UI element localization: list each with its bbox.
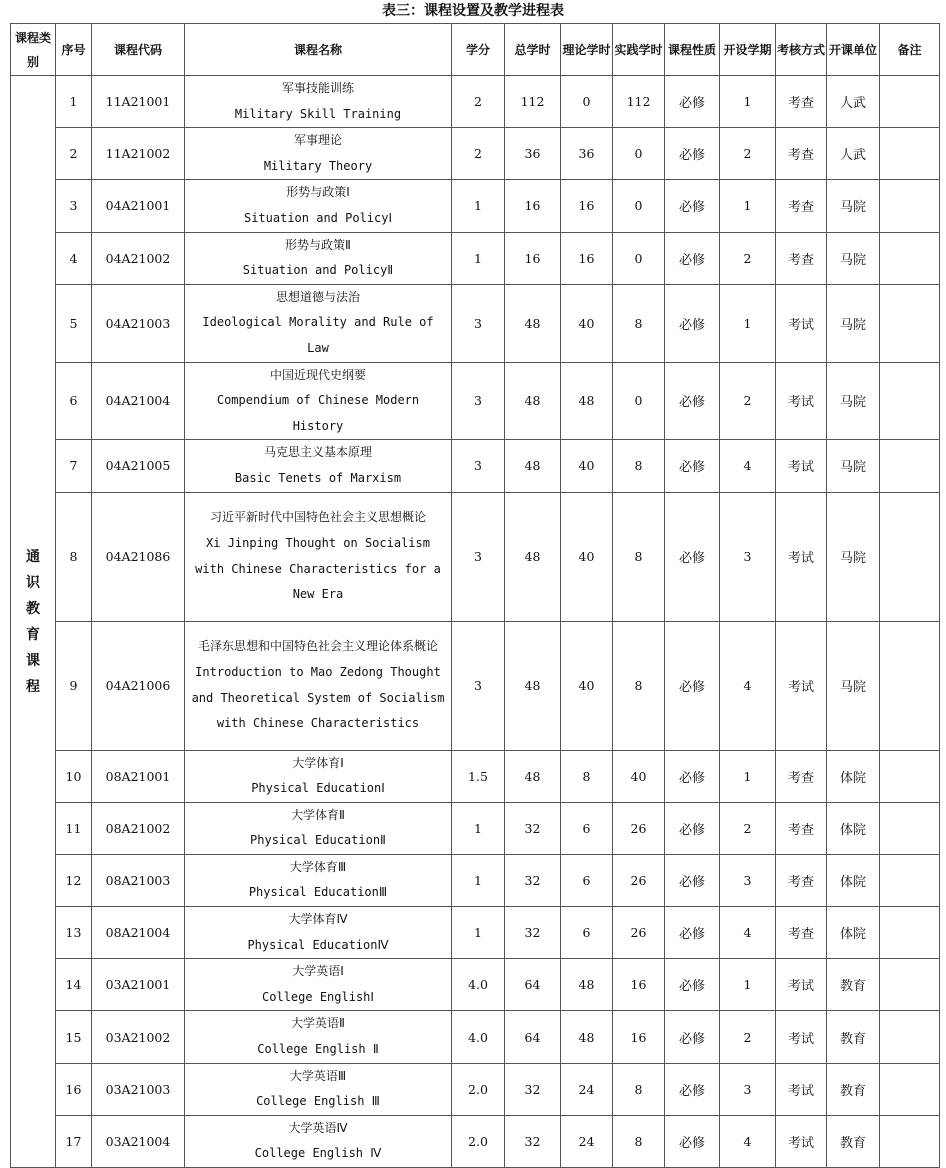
remarks-cell	[880, 854, 940, 906]
course-name-cn: 大学体育Ⅰ	[292, 755, 344, 770]
remarks-cell	[880, 1063, 940, 1115]
semester-cell: 4	[720, 907, 776, 959]
course-name-cell	[185, 1011, 452, 1063]
seq-cell: 14	[56, 959, 92, 1011]
credit-cell: 3	[452, 492, 505, 621]
total-hours-cell: 32	[505, 854, 561, 906]
seq-cell: 13	[56, 907, 92, 959]
assessment-cell: 考试	[776, 1063, 827, 1115]
seq-cell: 7	[56, 440, 92, 492]
theory-hours-cell: 36	[561, 128, 613, 180]
seq-cell: 12	[56, 854, 92, 906]
theory-hours-cell: 48	[561, 362, 613, 440]
assessment-cell: 考查	[776, 907, 827, 959]
remarks-cell	[880, 1011, 940, 1063]
seq-cell: 4	[56, 232, 92, 284]
course-name-en: Military Theory	[263, 158, 373, 173]
credit-cell: 1	[452, 802, 505, 854]
unit-cell: 教育	[827, 959, 880, 1011]
course-name-cn: 军事理论	[293, 133, 342, 148]
total-hours-cell: 32	[505, 1115, 561, 1167]
semester-cell: 1	[720, 959, 776, 1011]
category-label: 通识教育课程	[26, 548, 40, 695]
course-name-en: Compendium of Chinese Modern History	[216, 393, 420, 433]
course-name-cell	[185, 750, 452, 802]
semester-cell: 2	[720, 802, 776, 854]
semester-cell: 1	[720, 750, 776, 802]
seq-cell: 8	[56, 492, 92, 621]
course-name-cell	[185, 1115, 452, 1167]
header-remarks: 备注	[880, 24, 940, 76]
theory-hours-cell: 48	[561, 959, 613, 1011]
semester-cell: 2	[720, 232, 776, 284]
table-row	[11, 1115, 940, 1167]
page-title: 表三：课程设置及教学进程表	[382, 3, 564, 19]
total-hours-cell: 32	[505, 907, 561, 959]
practice-hours-cell: 26	[613, 907, 665, 959]
practice-hours-cell: 26	[613, 854, 665, 906]
header-unit: 开课单位	[827, 24, 880, 76]
nature-cell: 必修	[665, 362, 720, 440]
unit-cell: 马院	[827, 180, 880, 232]
semester-cell: 3	[720, 854, 776, 906]
theory-hours-cell: 24	[561, 1063, 613, 1115]
table-row	[11, 621, 940, 750]
total-hours-cell: 48	[505, 492, 561, 621]
course-name-cell	[185, 180, 452, 232]
assessment-cell: 考查	[776, 232, 827, 284]
theory-hours-cell: 8	[561, 750, 613, 802]
course-name-cell	[185, 1063, 452, 1115]
code-cell: 04A21002	[92, 232, 185, 284]
nature-cell: 必修	[665, 854, 720, 906]
remarks-cell	[880, 180, 940, 232]
total-hours-cell: 32	[505, 1063, 561, 1115]
practice-hours-cell: 16	[613, 1011, 665, 1063]
assessment-cell: 考试	[776, 621, 827, 750]
code-cell: 04A21086	[92, 492, 185, 621]
nature-cell: 必修	[665, 750, 720, 802]
code-cell: 11A21001	[92, 76, 185, 128]
course-name-cell	[185, 802, 452, 854]
assessment-cell: 考试	[776, 284, 827, 362]
course-name-cell	[185, 440, 452, 492]
seq-cell: 1	[56, 76, 92, 128]
table-row	[11, 1063, 940, 1115]
credit-cell: 3	[452, 621, 505, 750]
nature-cell: 必修	[665, 1115, 720, 1167]
theory-hours-cell: 6	[561, 802, 613, 854]
table-row	[11, 284, 940, 362]
course-name-cn: 形势与政策Ⅰ	[286, 185, 350, 200]
credit-cell: 2	[452, 128, 505, 180]
code-cell: 04A21004	[92, 362, 185, 440]
course-name-cn: 大学英语Ⅱ	[291, 1016, 345, 1031]
code-cell: 08A21002	[92, 802, 185, 854]
table-row	[11, 440, 940, 492]
nature-cell: 必修	[665, 1063, 720, 1115]
table-row	[11, 802, 940, 854]
nature-cell: 必修	[665, 492, 720, 621]
seq-cell: 2	[56, 128, 92, 180]
assessment-cell: 考试	[776, 959, 827, 1011]
course-name-en: College English Ⅱ	[257, 1042, 379, 1057]
remarks-cell	[880, 76, 940, 128]
total-hours-cell: 48	[505, 440, 561, 492]
course-name-en: Physical EducationⅡ	[250, 833, 386, 848]
credit-cell: 2.0	[452, 1063, 505, 1115]
nature-cell: 必修	[665, 907, 720, 959]
header-code: 课程代码	[92, 24, 185, 76]
credit-cell: 1	[452, 232, 505, 284]
nature-cell: 必修	[665, 621, 720, 750]
remarks-cell	[880, 959, 940, 1011]
assessment-cell: 考试	[776, 492, 827, 621]
assessment-cell: 考查	[776, 854, 827, 906]
remarks-cell	[880, 1115, 940, 1167]
nature-cell: 必修	[665, 959, 720, 1011]
code-cell: 04A21006	[92, 621, 185, 750]
table-row	[11, 854, 940, 906]
unit-cell: 马院	[827, 492, 880, 621]
header-credit: 学分	[452, 24, 505, 76]
practice-hours-cell: 8	[613, 621, 665, 750]
practice-hours-cell: 8	[613, 1115, 665, 1167]
course-name-en: Ideological Morality and Rule of Law	[202, 315, 434, 355]
table-row	[11, 1011, 940, 1063]
credit-cell: 3	[452, 284, 505, 362]
theory-hours-cell: 16	[561, 232, 613, 284]
code-cell: 03A21001	[92, 959, 185, 1011]
total-hours-cell: 16	[505, 232, 561, 284]
header-theory-hours: 理论学时	[561, 24, 613, 76]
unit-cell: 马院	[827, 232, 880, 284]
remarks-cell	[880, 128, 940, 180]
course-name-cell	[185, 232, 452, 284]
practice-hours-cell: 0	[613, 180, 665, 232]
total-hours-cell: 48	[505, 621, 561, 750]
unit-cell: 体院	[827, 750, 880, 802]
seq-cell: 9	[56, 621, 92, 750]
practice-hours-cell: 0	[613, 232, 665, 284]
unit-cell: 教育	[827, 1115, 880, 1167]
total-hours-cell: 16	[505, 180, 561, 232]
credit-cell: 2	[452, 76, 505, 128]
course-name-en: Xi Jinping Thought on Socialism with Chinese Characteristics for a New Era	[195, 535, 441, 602]
total-hours-cell: 32	[505, 802, 561, 854]
remarks-cell	[880, 492, 940, 621]
credit-cell: 1	[452, 854, 505, 906]
total-hours-cell: 112	[505, 76, 561, 128]
semester-cell: 3	[720, 1063, 776, 1115]
seq-cell: 11	[56, 802, 92, 854]
semester-cell: 4	[720, 621, 776, 750]
seq-cell: 3	[56, 180, 92, 232]
table-body	[11, 76, 940, 1168]
code-cell: 04A21001	[92, 180, 185, 232]
practice-hours-cell: 8	[613, 284, 665, 362]
unit-cell: 马院	[827, 284, 880, 362]
theory-hours-cell: 40	[561, 440, 613, 492]
practice-hours-cell: 0	[613, 362, 665, 440]
header-total-hours: 总学时	[505, 24, 561, 76]
course-name-cell	[185, 959, 452, 1011]
course-name-en: Physical EducationⅣ	[247, 937, 389, 952]
assessment-cell: 考试	[776, 1011, 827, 1063]
unit-cell: 马院	[827, 362, 880, 440]
table-row	[11, 362, 940, 440]
theory-hours-cell: 40	[561, 284, 613, 362]
practice-hours-cell: 8	[613, 1063, 665, 1115]
nature-cell: 必修	[665, 128, 720, 180]
nature-cell: 必修	[665, 76, 720, 128]
remarks-cell	[880, 440, 940, 492]
credit-cell: 3	[452, 362, 505, 440]
header-practice-hours: 实践学时	[613, 24, 665, 76]
course-name-cn: 大学英语Ⅲ	[289, 1068, 347, 1083]
credit-cell: 1.5	[452, 750, 505, 802]
unit-cell: 马院	[827, 440, 880, 492]
table-row	[11, 750, 940, 802]
assessment-cell: 考查	[776, 128, 827, 180]
remarks-cell	[880, 750, 940, 802]
theory-hours-cell: 6	[561, 854, 613, 906]
credit-cell: 4.0	[452, 1011, 505, 1063]
theory-hours-cell: 24	[561, 1115, 613, 1167]
table-row	[11, 76, 940, 128]
unit-cell: 教育	[827, 1063, 880, 1115]
course-name-cell	[185, 492, 452, 621]
practice-hours-cell: 0	[613, 128, 665, 180]
credit-cell: 2.0	[452, 1115, 505, 1167]
course-name-cn: 毛泽东思想和中国特色社会主义理论体系概论	[197, 639, 438, 654]
course-name-cell	[185, 621, 452, 750]
assessment-cell: 考查	[776, 802, 827, 854]
table-row	[11, 907, 940, 959]
course-name-cn: 大学英语Ⅰ	[292, 964, 344, 979]
semester-cell: 1	[720, 180, 776, 232]
table-row	[11, 232, 940, 284]
table-row	[11, 959, 940, 1011]
total-hours-cell: 36	[505, 128, 561, 180]
remarks-cell	[880, 284, 940, 362]
unit-cell: 体院	[827, 854, 880, 906]
course-name-en: College English Ⅳ	[254, 1146, 382, 1161]
seq-cell: 16	[56, 1063, 92, 1115]
practice-hours-cell: 8	[613, 440, 665, 492]
total-hours-cell: 64	[505, 959, 561, 1011]
seq-cell: 10	[56, 750, 92, 802]
course-name-en: Military Skill Training	[234, 106, 402, 121]
practice-hours-cell: 26	[613, 802, 665, 854]
total-hours-cell: 64	[505, 1011, 561, 1063]
table-row	[11, 492, 940, 621]
theory-hours-cell: 48	[561, 1011, 613, 1063]
course-name-cn: 大学体育Ⅳ	[288, 912, 348, 927]
semester-cell: 1	[720, 76, 776, 128]
category-cell	[11, 76, 56, 1168]
nature-cell: 必修	[665, 440, 720, 492]
nature-cell: 必修	[665, 802, 720, 854]
header-name: 课程名称	[185, 24, 452, 76]
unit-cell: 体院	[827, 802, 880, 854]
code-cell: 03A21004	[92, 1115, 185, 1167]
course-name-cn: 马克思主义基本原理	[263, 445, 372, 460]
semester-cell: 1	[720, 284, 776, 362]
remarks-cell	[880, 802, 940, 854]
course-name-en: Basic Tenets of Marxism	[234, 470, 402, 485]
course-name-en: Situation and PolicyⅠ	[243, 210, 393, 225]
unit-cell: 人武	[827, 76, 880, 128]
header-row	[11, 24, 940, 76]
header-seq: 序号	[56, 24, 92, 76]
nature-cell: 必修	[665, 284, 720, 362]
course-table	[10, 23, 940, 1168]
remarks-cell	[880, 232, 940, 284]
total-hours-cell: 48	[505, 750, 561, 802]
course-name-cell	[185, 362, 452, 440]
header-semester: 开设学期	[720, 24, 776, 76]
credit-cell: 1	[452, 180, 505, 232]
practice-hours-cell: 16	[613, 959, 665, 1011]
course-name-en: Physical EducationⅢ	[248, 885, 388, 900]
assessment-cell: 考查	[776, 76, 827, 128]
course-name-en: Physical EducationⅠ	[251, 781, 385, 796]
practice-hours-cell: 8	[613, 492, 665, 621]
course-name-en: College English Ⅲ	[256, 1094, 380, 1109]
seq-cell: 5	[56, 284, 92, 362]
course-name-cell	[185, 907, 452, 959]
unit-cell: 马院	[827, 621, 880, 750]
theory-hours-cell: 40	[561, 492, 613, 621]
course-name-en: Introduction to Mao Zedong Thought and Theoretical System of Socialism with Chinese Characteristics	[191, 664, 445, 731]
theory-hours-cell: 16	[561, 180, 613, 232]
nature-cell: 必修	[665, 232, 720, 284]
assessment-cell: 考查	[776, 750, 827, 802]
unit-cell: 教育	[827, 1011, 880, 1063]
code-cell: 03A21002	[92, 1011, 185, 1063]
semester-cell: 3	[720, 492, 776, 621]
assessment-cell: 考试	[776, 440, 827, 492]
code-cell: 08A21003	[92, 854, 185, 906]
seq-cell: 6	[56, 362, 92, 440]
unit-cell: 人武	[827, 128, 880, 180]
code-cell: 08A21001	[92, 750, 185, 802]
credit-cell: 3	[452, 440, 505, 492]
semester-cell: 2	[720, 362, 776, 440]
theory-hours-cell: 0	[561, 76, 613, 128]
course-name-en: Situation and PolicyⅡ	[242, 263, 394, 278]
semester-cell: 2	[720, 128, 776, 180]
seq-cell: 15	[56, 1011, 92, 1063]
nature-cell: 必修	[665, 1011, 720, 1063]
code-cell: 04A21005	[92, 440, 185, 492]
code-cell: 03A21003	[92, 1063, 185, 1115]
header-nature: 课程性质	[665, 24, 720, 76]
course-name-en: College EnglishⅠ	[262, 989, 374, 1004]
semester-cell: 4	[720, 440, 776, 492]
theory-hours-cell: 40	[561, 621, 613, 750]
theory-hours-cell: 6	[561, 907, 613, 959]
code-cell: 08A21004	[92, 907, 185, 959]
code-cell: 04A21003	[92, 284, 185, 362]
header-category: 课程类别	[11, 24, 56, 76]
code-cell: 11A21002	[92, 128, 185, 180]
total-hours-cell: 48	[505, 284, 561, 362]
remarks-cell	[880, 621, 940, 750]
header-assessment: 考核方式	[776, 24, 827, 76]
course-name-cn: 大学体育Ⅲ	[289, 859, 347, 874]
course-name-cn: 习近平新时代中国特色社会主义思想概论	[209, 510, 426, 525]
total-hours-cell: 48	[505, 362, 561, 440]
practice-hours-cell: 40	[613, 750, 665, 802]
semester-cell: 4	[720, 1115, 776, 1167]
course-name-cn: 大学英语Ⅳ	[288, 1120, 348, 1135]
course-name-cn: 形势与政策Ⅱ	[285, 237, 351, 252]
course-name-cell	[185, 76, 452, 128]
assessment-cell: 考查	[776, 180, 827, 232]
remarks-cell	[880, 907, 940, 959]
unit-cell: 体院	[827, 907, 880, 959]
course-name-cell	[185, 128, 452, 180]
course-name-cn: 军事技能训练	[281, 81, 354, 95]
course-name-cn: 思想道德与法治	[275, 289, 360, 304]
course-name-cell	[185, 854, 452, 906]
course-name-cell	[185, 284, 452, 362]
semester-cell: 2	[720, 1011, 776, 1063]
assessment-cell: 考试	[776, 1115, 827, 1167]
course-name-cn: 大学体育Ⅱ	[291, 807, 345, 822]
table-row	[11, 128, 940, 180]
table-row	[11, 180, 940, 232]
seq-cell: 17	[56, 1115, 92, 1167]
remarks-cell	[880, 362, 940, 440]
nature-cell: 必修	[665, 180, 720, 232]
course-name-cn: 中国近现代史纲要	[269, 367, 366, 382]
assessment-cell: 考试	[776, 362, 827, 440]
practice-hours-cell: 112	[613, 76, 665, 128]
credit-cell: 4.0	[452, 959, 505, 1011]
credit-cell: 1	[452, 907, 505, 959]
